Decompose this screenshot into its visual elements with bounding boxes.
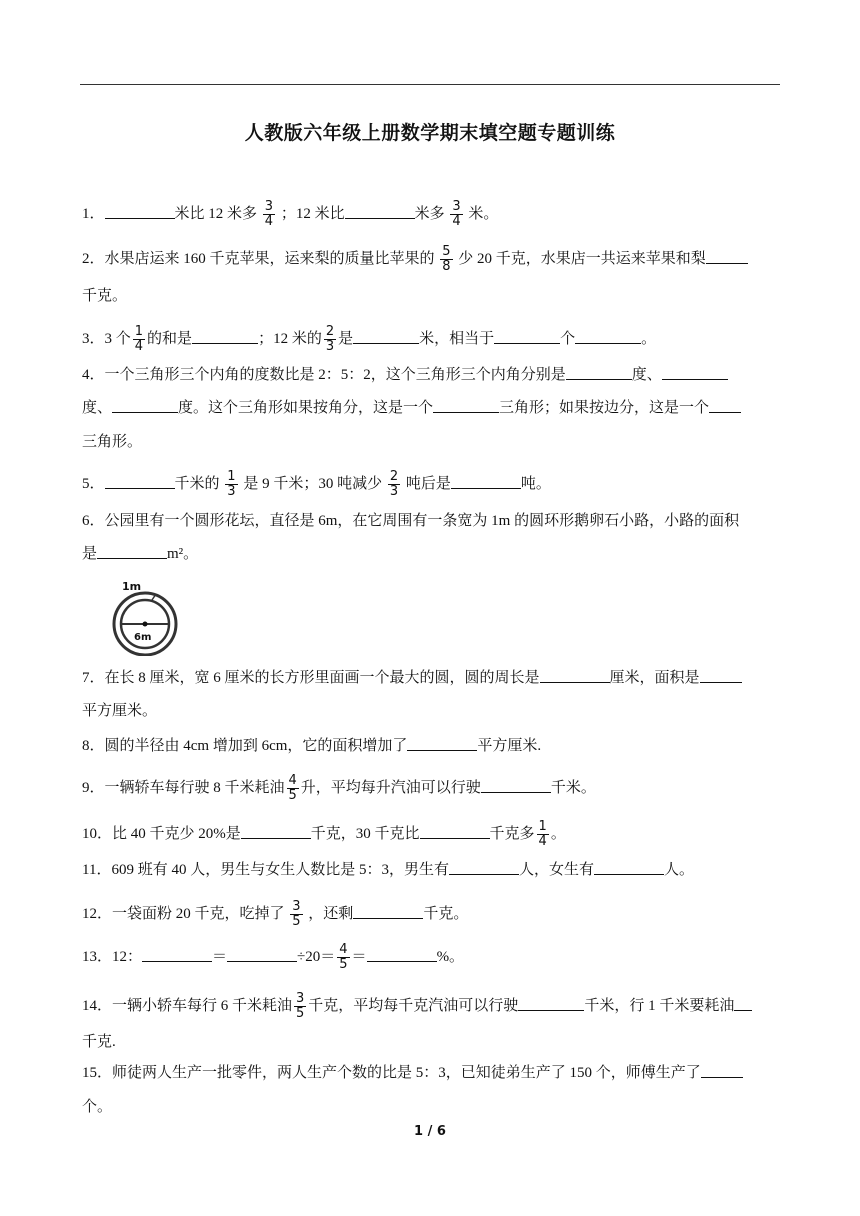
fraction xyxy=(263,200,275,229)
denominator: 4 xyxy=(538,834,547,849)
q4-text: 度、 xyxy=(82,400,113,416)
q13-text: ＝ xyxy=(351,948,367,965)
q13-text: 13．12： xyxy=(82,948,143,965)
question-15-cont xyxy=(82,1096,782,1118)
answer-blank xyxy=(241,823,311,839)
top-rule xyxy=(80,84,780,85)
numerator: 4 xyxy=(339,942,348,957)
page-number: 1 / 6 xyxy=(414,1124,446,1139)
fraction xyxy=(225,470,237,499)
answer-blank xyxy=(540,667,610,683)
answer-blank xyxy=(433,397,499,413)
answer-blank xyxy=(594,859,664,875)
q3-text: 个 xyxy=(560,330,576,347)
numerator: 1 xyxy=(134,324,144,339)
denominator: 5 xyxy=(296,1006,305,1021)
question-4 xyxy=(82,364,782,386)
fraction xyxy=(337,943,349,972)
answer-blank xyxy=(734,995,752,1011)
answer-blank xyxy=(709,397,741,413)
q14-text: 千克. xyxy=(82,1034,116,1050)
question-2-cont xyxy=(82,285,782,307)
q11-text: 人，女生有 xyxy=(518,862,594,878)
q7-text: 7．在长 8 厘米，宽 6 厘米的长方形里面画一个最大的圆，圆的周长是 xyxy=(82,670,540,686)
q5-text: 5． xyxy=(82,475,105,492)
denominator: 4 xyxy=(134,339,144,354)
answer-blank xyxy=(407,735,477,751)
q2-text: 千克。 xyxy=(82,288,128,304)
numerator: 4 xyxy=(288,773,297,788)
q12-text: 千克。 xyxy=(423,905,469,922)
question-11 xyxy=(82,859,782,881)
q6-text: 6．公园里有一个圆形花坛，直径是 6m，在它周围有一条宽为 1m 的圆环形鹅卵石小路，小路的面积 xyxy=(82,513,740,529)
question-1 xyxy=(82,200,782,229)
q6-text: m²。 xyxy=(167,546,199,562)
question-4-cont2 xyxy=(82,431,782,453)
answer-blank xyxy=(575,328,641,344)
q3-text: 3．3 个 xyxy=(82,330,131,347)
width-label: 1m xyxy=(122,580,142,593)
fraction xyxy=(287,774,299,803)
q4-text: 三角形；如果按边分，这是一个 xyxy=(499,400,710,416)
answer-blank xyxy=(449,859,519,875)
numerator: 5 xyxy=(442,244,451,259)
answer-blank xyxy=(105,473,175,489)
q14-text: 千米，行 1 千米要耗油 xyxy=(584,997,735,1014)
answer-blank xyxy=(518,995,584,1011)
q12-text: 12．一袋面粉 20 千克，吃掉了 xyxy=(82,905,285,922)
q1-number: 1． xyxy=(82,205,105,222)
fraction xyxy=(133,325,145,354)
answer-blank xyxy=(345,203,415,219)
answer-blank xyxy=(105,203,175,219)
denominator: 5 xyxy=(292,914,301,929)
q3-text: ；12 米的 xyxy=(258,330,322,347)
q6-text: 是 xyxy=(82,546,98,562)
q3-text: 是 xyxy=(338,330,354,347)
numerator: 1 xyxy=(227,469,236,484)
q5-text: 千米的 xyxy=(174,475,220,492)
answer-blank xyxy=(481,777,551,793)
q3-text: 的和是 xyxy=(147,330,193,347)
question-14-cont xyxy=(82,1031,782,1053)
q5-text: 是 9 千米；30 吨减少 xyxy=(243,475,383,492)
answer-blank xyxy=(662,364,728,380)
fraction xyxy=(537,820,549,849)
q13-text: ÷20＝ xyxy=(297,948,336,965)
page-title: 人教版六年级上册数学期末填空题专题训练 xyxy=(244,122,616,144)
q4-text: 度。这个三角形如果按角分，这是一个 xyxy=(178,400,434,416)
answer-blank xyxy=(142,946,212,962)
question-4-cont xyxy=(82,397,782,419)
answer-blank xyxy=(701,1062,743,1078)
q10-text: 10．比 40 千克少 20%是 xyxy=(82,825,241,842)
numerator: 1 xyxy=(538,819,547,834)
question-7 xyxy=(82,667,782,689)
numerator: 3 xyxy=(292,899,301,914)
answer-blank xyxy=(192,328,258,344)
answer-blank xyxy=(353,903,423,919)
question-8 xyxy=(82,735,782,757)
answer-blank xyxy=(700,667,742,683)
answer-blank xyxy=(112,397,178,413)
q4-text: 4．一个三角形三个内角的度数比是 2：5：2，这个三角形三个内角分别是 xyxy=(82,367,566,383)
q7-text: 平方厘米。 xyxy=(82,703,158,719)
diameter-label: 6m xyxy=(134,632,152,643)
question-3 xyxy=(82,325,782,354)
q12-text: ，还剩 xyxy=(308,905,354,922)
answer-blank xyxy=(97,543,167,559)
numerator: 2 xyxy=(325,324,335,339)
ring-path-figure xyxy=(106,578,184,656)
answer-blank xyxy=(451,473,521,489)
question-9 xyxy=(82,774,782,803)
q9-text: 升，平均每升汽油可以行驶 xyxy=(300,779,481,796)
denominator: 5 xyxy=(288,788,297,803)
q11-text: 11．609 班有 40 人，男生与女生人数比是 5：3，男生有 xyxy=(82,862,449,878)
fraction xyxy=(440,245,452,274)
denominator: 8 xyxy=(442,259,451,274)
q9-text: 9．一辆轿车每行驶 8 千米耗油 xyxy=(82,779,285,796)
denominator: 4 xyxy=(452,214,461,229)
q3-text: 米，相当于 xyxy=(419,330,495,347)
q10-text: 千克多 xyxy=(489,825,535,842)
fraction xyxy=(324,325,336,354)
q1-text: ；12 米比 xyxy=(280,205,345,222)
q1-text: 米多 xyxy=(414,205,445,222)
answer-blank xyxy=(566,364,632,380)
q10-text: 。 xyxy=(550,825,566,842)
denominator: 3 xyxy=(325,339,335,354)
q4-text: 度、 xyxy=(631,367,662,383)
center-point xyxy=(143,622,148,627)
q13-text: %。 xyxy=(436,948,465,965)
fraction xyxy=(450,200,462,229)
question-12 xyxy=(82,900,782,929)
q15-text: 15．师徒两人生产一批零件，两人生产个数的比是 5：3，已知徒弟生产了 150 个，师傅生产了 xyxy=(82,1065,701,1081)
answer-blank xyxy=(367,946,437,962)
q13-text: ＝ xyxy=(212,948,228,965)
q2-text: 少 20 千克，水果店一共运来苹果和梨 xyxy=(458,250,706,267)
question-2 xyxy=(82,245,782,274)
question-10 xyxy=(82,820,782,849)
q9-text: 千米。 xyxy=(550,779,596,796)
answer-blank xyxy=(494,328,560,344)
q1-text: 米。 xyxy=(468,205,499,222)
numerator: 3 xyxy=(452,199,461,214)
denominator: 5 xyxy=(339,957,348,972)
answer-blank xyxy=(353,328,419,344)
q3-text: 。 xyxy=(641,330,657,347)
q5-text: 吨后是 xyxy=(405,475,451,492)
question-5 xyxy=(82,470,782,499)
denominator: 3 xyxy=(389,484,399,499)
q1-text: 米比 12 米多 xyxy=(174,205,258,222)
fraction xyxy=(388,470,400,499)
q8-text: 平方厘米. xyxy=(477,738,542,754)
q7-text: 厘米，面积是 xyxy=(609,670,700,686)
q11-text: 人。 xyxy=(663,862,694,878)
q8-text: 8．圆的半径由 4cm 增加到 6cm，它的面积增加了 xyxy=(82,738,408,754)
answer-blank xyxy=(706,248,748,264)
q5-text: 吨。 xyxy=(520,475,551,492)
question-13 xyxy=(82,943,782,972)
denominator: 4 xyxy=(264,214,274,229)
answer-blank xyxy=(227,946,297,962)
answer-blank xyxy=(420,823,490,839)
fraction xyxy=(294,992,306,1021)
numerator: 3 xyxy=(264,199,274,214)
q14-text: 千克，平均每千克汽油可以行驶 xyxy=(308,997,519,1014)
fraction xyxy=(290,900,302,929)
numerator: 3 xyxy=(296,991,305,1006)
q15-text: 个。 xyxy=(82,1099,113,1115)
denominator: 3 xyxy=(227,484,236,499)
q4-text: 三角形。 xyxy=(82,434,143,450)
question-7-cont xyxy=(82,700,782,722)
numerator: 2 xyxy=(389,469,399,484)
q10-text: 千克，30 千克比 xyxy=(310,825,420,842)
question-6 xyxy=(82,510,782,532)
question-15 xyxy=(82,1062,782,1084)
question-6-cont xyxy=(82,543,782,565)
ring-diagram xyxy=(106,578,184,656)
question-14 xyxy=(82,992,782,1021)
q14-text: 14．一辆小轿车每行 6 千米耗油 xyxy=(82,997,293,1014)
q2-text: 2．水果店运来 160 千克苹果，运来梨的质量比苹果的 xyxy=(82,250,435,267)
